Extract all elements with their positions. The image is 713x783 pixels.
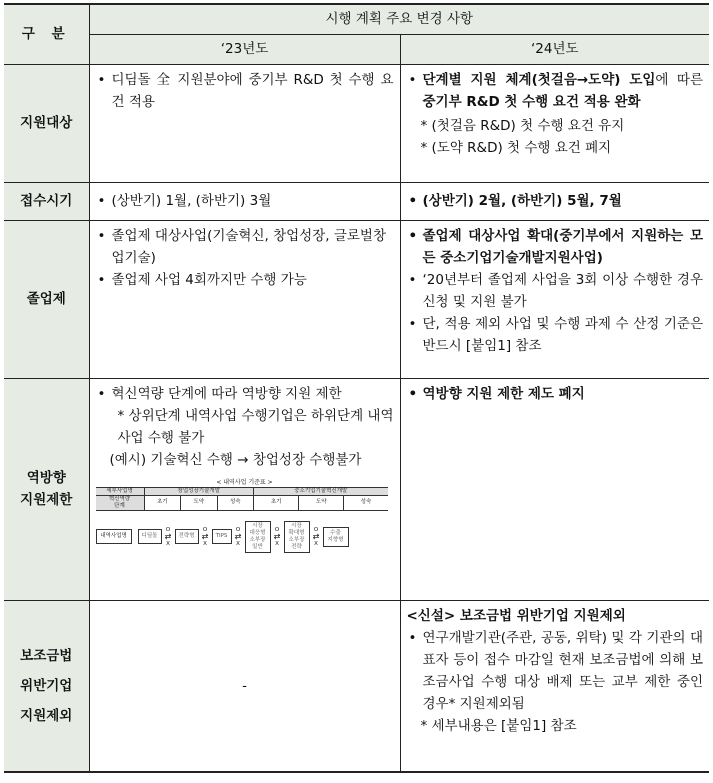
row-subsidy-law (4, 600, 709, 772)
flow-arrow: O ⇄ X (273, 526, 281, 547)
bullet-item: • (상반기) 2월, (하반기) 5월, 7월 (407, 190, 704, 212)
header-col-2023: ‘23년도 (89, 34, 400, 64)
category-subsidy-law: 보조금법 위반기업 지원제외 (4, 600, 89, 772)
cell-2023-application-period (89, 182, 400, 220)
diagram-stage: 도약 (181, 495, 218, 510)
header-col-2024: ‘24년도 (400, 34, 709, 64)
bullet-item: • 디딤돌 全 지원분야에 중기부 R&D 첫 수행 요건 적용 (96, 69, 394, 113)
project-standard-diagram (96, 479, 394, 553)
flow-arrow: O ⇄ X (312, 526, 320, 547)
category-reverse-restriction: 역방향 지원제한 (4, 378, 89, 600)
comparison-table-wrapper (4, 3, 709, 773)
diagram-header-detail: 세부사업명 (96, 487, 145, 495)
flow-arrow: O ⇄ X (234, 526, 242, 547)
diagram-header-stage: 혁신역량 단계 (96, 495, 145, 510)
header-row-1 (4, 4, 709, 34)
cell-2024-reverse-restriction (400, 378, 709, 600)
flow-box: 전략형 (175, 529, 199, 544)
cell-2024-application-period (400, 182, 709, 220)
diagram-group-1: 창업성장기술개발 (144, 487, 254, 495)
header-category: 구 분 (4, 4, 89, 64)
cell-2023-support-target (89, 64, 400, 182)
cell-2023-reverse-restriction (89, 378, 400, 600)
right-arrow-icon: ⇄ (312, 531, 320, 541)
category-support-target: 지원대상 (4, 64, 89, 182)
right-arrow-icon: ⇄ (234, 531, 242, 541)
row-reverse-restriction (4, 378, 709, 600)
flow-arrow: O ⇄ X (201, 526, 209, 547)
diagram-stage: 성숙 (344, 495, 388, 510)
row-application-period (4, 182, 709, 220)
new-rule-title: <신설> 보조금법 위반기업 지원제외 (406, 607, 626, 624)
category-application-period: 접수시기 (4, 182, 89, 220)
bullet-item: • (상반기) 1월, (하반기) 3월 (96, 190, 394, 212)
flow-box: 디딤돌 (138, 529, 162, 544)
row-support-target (4, 64, 709, 182)
note-item: * (첫걸음 R&D) 첫 수행 요건 유지 (420, 117, 625, 134)
cell-2023-graduation (89, 220, 400, 378)
bullet-item: • ‘20년부터 졸업제 사업을 3회 이상 수행한 경우 신청 및 지원 불가 (407, 269, 704, 313)
bullet-item: • 혁신역량 단계에 따라 역방향 지원 제한 (96, 383, 394, 405)
bullet-item: • 연구개발기관(주관, 공동, 위탁) 및 각 기관의 대표자 등이 접수 마감일 현재 보조금법에 의해 보조금사업 수행 대상 배제 또는 교부 제한 중인 경우* 지원제외됨 (407, 627, 704, 715)
flow-box: 수출 지향형 (323, 527, 349, 547)
note-item: * (도약 R&D) 첫 수행 요건 폐지 (420, 139, 612, 156)
diagram-stage: 도약 (299, 495, 344, 510)
flow-box: TIPS (212, 529, 232, 544)
right-arrow-icon: ⇄ (201, 531, 209, 541)
diagram-stage: 초기 (254, 495, 299, 510)
diagram-table (96, 487, 388, 511)
example-text: (예시) 기술혁신 수행 → 창업성장 수행불가 (109, 451, 362, 468)
flow-box: 내역사업명 (96, 529, 132, 544)
header-row-2 (4, 34, 709, 64)
comparison-table (4, 3, 709, 773)
note-item: * 세부내용은 [붙임1] 참조 (420, 717, 577, 734)
bullet-item: • 졸업제 대상사업 확대(중기부에서 지원하는 모든 중소기업기술개발지원사업) (407, 225, 704, 269)
cell-2024-support-target (400, 64, 709, 182)
bullet-item: • 졸업제 사업 4회까지만 수행 가능 (96, 269, 394, 291)
diagram-title: < 내역사업 기준표 > (216, 478, 273, 486)
header-title: 시행 계획 주요 변경 사항 (89, 4, 709, 34)
cell-2024-subsidy-law (400, 600, 709, 772)
diagram-stage: 성숙 (217, 495, 254, 510)
flow-arrow: O ⇄ X (164, 526, 172, 547)
diagram-flow (96, 521, 388, 553)
row-graduation (4, 220, 709, 378)
cell-2024-graduation (400, 220, 709, 378)
bullet-item: • 역방향 지원 제한 제도 폐지 (407, 383, 704, 405)
bullet-item: • 졸업제 대상사업(기술혁신, 창업성장, 글로벌창업기술) (96, 225, 394, 269)
note-item: * 상위단계 내역사업 수행기업은 하위단계 내역사업 수행 불가 (117, 407, 394, 446)
bullet-item: • 단, 적용 제외 사업 및 수행 과제 수 산정 기준은 반드시 [붙임1] 참조 (407, 313, 704, 357)
flow-box: 시장 확대형 소부장 전략 (284, 521, 310, 553)
right-arrow-icon: ⇄ (273, 531, 281, 541)
cell-2023-subsidy-law: - (89, 600, 400, 772)
diagram-group-2: 중소기업기술혁신개발 (254, 487, 388, 495)
flow-box: 시장 대응형 소부장 일반 (245, 521, 271, 553)
bullet-item: • 단계별 지원 체계(첫걸음→도약) 도입에 따른 중기부 R&D 첫 수행 요건 적용 완화 (407, 69, 704, 113)
category-graduation: 졸업제 (4, 220, 89, 378)
diagram-stage: 초기 (144, 495, 181, 510)
right-arrow-icon: ⇄ (164, 531, 172, 541)
